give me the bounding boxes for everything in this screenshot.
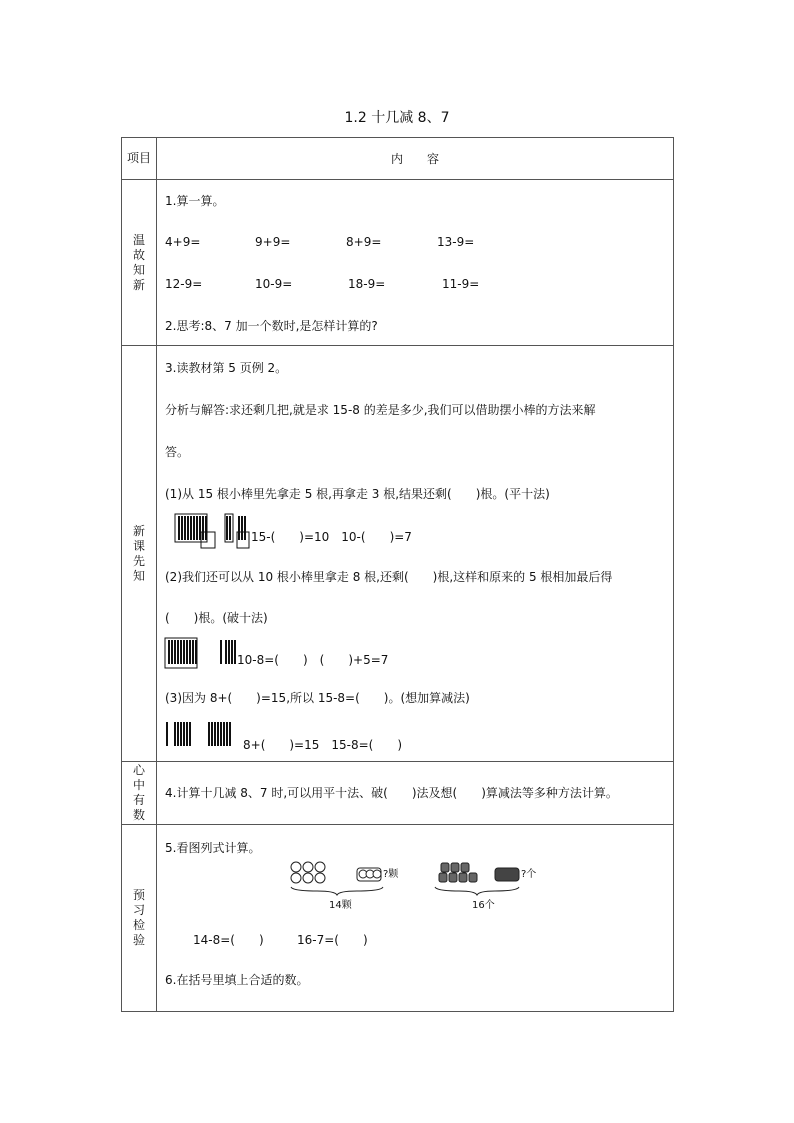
preview-label: 预 习 检 验 (122, 825, 157, 1012)
objects-illustration (433, 861, 563, 911)
analysis-line1: 分析与解答:求还剩几把,就是求 15-8 的差是多少,我们可以借助摆小棒的方法来解 (165, 403, 596, 417)
preview-row (122, 825, 674, 1012)
calc-item: 9+9= (255, 235, 291, 249)
q4-text: 4.计算十几减 8、7 时,可以用平十法、破( )法及想( )算减法等多种方法计算。 (165, 786, 618, 800)
table-header-row (122, 138, 674, 180)
q6-text: 6.在括号里填上合适的数。 (165, 973, 309, 987)
candies-total: 14颗 (329, 900, 352, 911)
q5-text: 5.看图列式计算。 (165, 841, 261, 855)
candies-question: ?颗 (383, 869, 399, 880)
part1-text: (1)从 15 根小棒里先拿走 5 根,再拿走 3 根,结果还剩( )根。(平十法) (165, 487, 550, 501)
review-content (157, 180, 674, 346)
header-item: 项目 (122, 138, 157, 180)
q3-text: 3.读教材第 5 页例 2。 (165, 361, 288, 375)
calc-item: 11-9= (442, 277, 480, 291)
part1-equations: 15-( )=10 10-( )=7 (251, 530, 412, 544)
new-row (122, 346, 674, 762)
answer-eq-1: 14-8=( ) (193, 933, 264, 947)
header-content: 内 容 (157, 138, 674, 180)
part2-equations: 10-8=( ) ( )+5=7 (237, 653, 389, 667)
preview-content (157, 825, 674, 1012)
calc-item: 13-9= (437, 235, 475, 249)
answer-eq-2: 16-7=( ) (297, 933, 368, 947)
review-label: 温 故 知 新 (122, 180, 157, 346)
calc-item: 8+9= (346, 235, 382, 249)
analysis-line2: 答。 (165, 445, 190, 459)
review-row (122, 180, 674, 346)
calc-item: 12-9= (165, 277, 203, 291)
calc-item: 10-9= (255, 277, 293, 291)
part2-text-line2: ( )根。(破十法) (165, 611, 268, 625)
calc-item: 4+9= (165, 235, 201, 249)
mind-row (122, 762, 674, 825)
lesson-table (121, 137, 674, 1012)
objects-total: 16个 (472, 900, 495, 911)
q2-text: 2.思考:8、7 加一个数时,是怎样计算的? (165, 319, 378, 333)
new-label: 新 课 先 知 (122, 346, 157, 762)
page-title: 1.2 十几减 8、7 (344, 110, 450, 126)
part3-text: (3)因为 8+( )=15,所以 15-8=( )。(想加算减法) (165, 691, 470, 705)
calc-item: 18-9= (348, 277, 386, 291)
part2-text-line1: (2)我们还可以从 10 根小棒里拿走 8 根,还剩( )根,这样和原来的 5 根相加最后得 (165, 570, 613, 584)
sticks-illustration-3 (163, 718, 243, 752)
mind-content (157, 762, 674, 825)
mind-label: 心 中 有 数 (122, 762, 157, 825)
part3-equations: 8+( )=15 15-8=( ) (243, 738, 403, 752)
objects-question: ?个 (521, 869, 537, 880)
q1-title: 1.算一算。 (165, 194, 225, 208)
new-content (157, 346, 674, 762)
